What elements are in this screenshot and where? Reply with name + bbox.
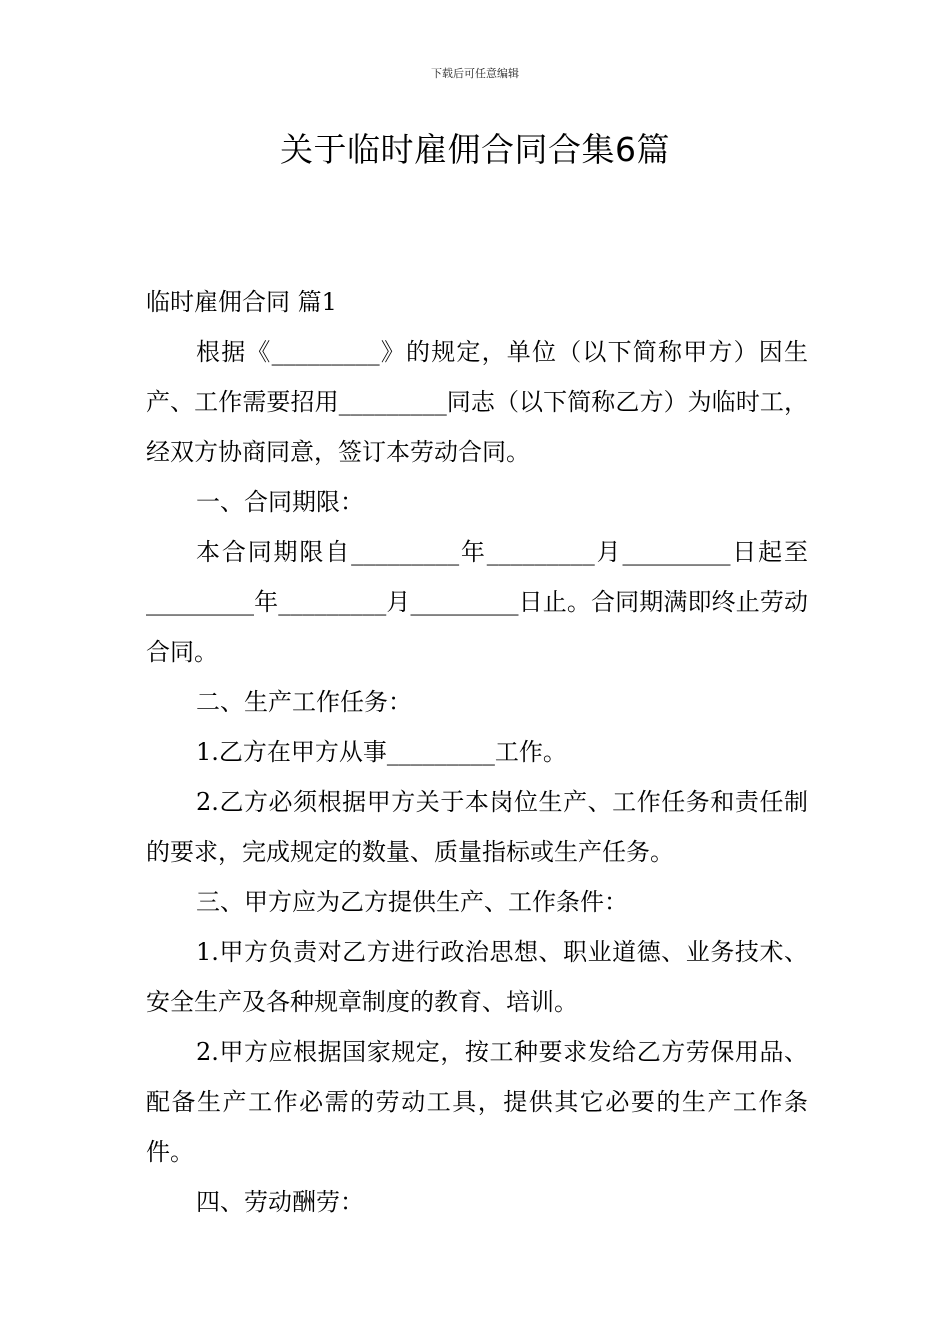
clause-heading-tasks: 二、生产工作任务：: [196, 688, 412, 716]
paragraph-task-1: 1.乙方在甲方从事_________工作。: [196, 738, 567, 766]
paragraph-intro: 根据《_________》的规定，单位（以下简称甲方）因生产、工作需要招用_________同志（以下简称乙方）为临时工，经双方协商同意，签订本劳动合同。: [146, 338, 808, 466]
paragraph-condition-1: 1.甲方负责对乙方进行政治思想、职业道德、业务技术、安全生产及各种规章制度的教育、培训。: [146, 938, 808, 1016]
paragraph-task-2: 2.乙方必须根据甲方关于本岗位生产、工作任务和责任制的要求，完成规定的数量、质量指标或生产任务。: [146, 788, 808, 866]
document-title: 关于临时雇佣合同合集6篇: [280, 130, 670, 169]
clause-heading-term: 一、合同期限：: [196, 488, 364, 516]
paragraph-condition-2: 2.甲方应根据国家规定，按工种要求发给乙方劳保用品、配备生产工作必需的劳动工具，提供其它必要的生产工作条件。: [146, 1038, 808, 1166]
document-body: [146, 277, 808, 1227]
clause-heading-pay: 四、劳动酬劳：: [196, 1188, 364, 1216]
section-heading: 临时雇佣合同 篇1: [146, 288, 337, 316]
header-note: 下载后可任意编辑: [431, 67, 519, 80]
paragraph-term: 本合同期限自_________年_________月_________日起至_________年_________月_________日止。合同期满即终止劳动合同。: [146, 538, 808, 666]
clause-heading-conditions: 三、甲方应为乙方提供生产、工作条件：: [196, 888, 628, 916]
